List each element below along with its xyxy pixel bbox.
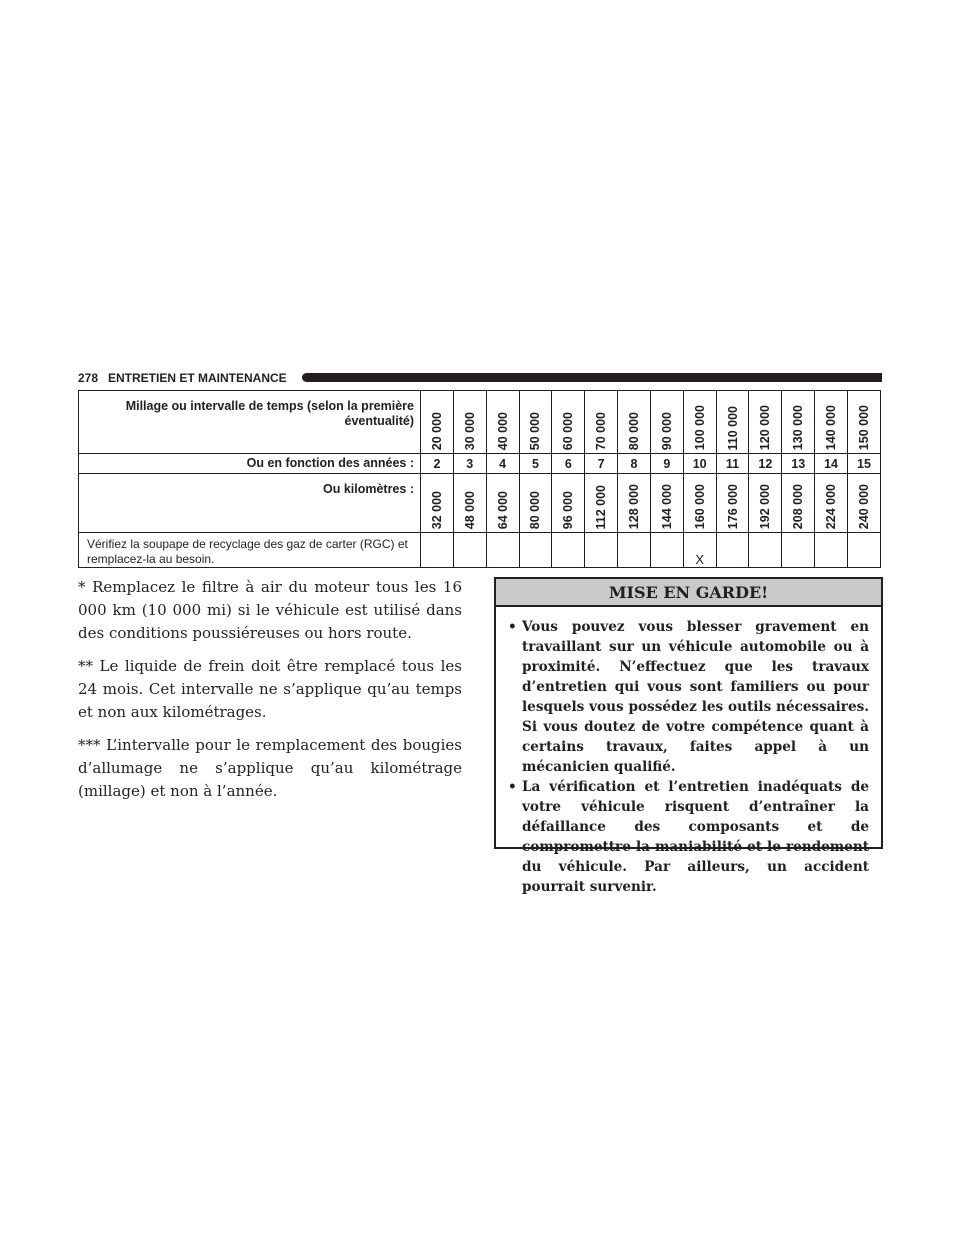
mileage-cell-text: 30 000 — [462, 411, 477, 450]
mileage-cell-text: 120 000 — [758, 404, 773, 450]
warning-list — [496, 607, 881, 897]
km-cell-text: 160 000 — [692, 483, 707, 529]
mileage-cell-text: 150 000 — [856, 404, 871, 450]
task-mark-cell — [618, 533, 651, 568]
years-row — [79, 454, 881, 474]
km-cell — [749, 474, 782, 533]
mileage-cell — [453, 391, 486, 454]
km-cell — [453, 474, 486, 533]
warning-title: MISE EN GARDE! — [496, 579, 881, 607]
year-cell: 10 — [683, 454, 716, 474]
footnotes — [78, 576, 462, 813]
task-mark-cell — [486, 533, 519, 568]
task-mark-cell — [716, 533, 749, 568]
mileage-cell-text: 140 000 — [824, 404, 839, 450]
task-mark-cell — [552, 533, 585, 568]
km-cell — [618, 474, 651, 533]
year-cell: 2 — [421, 454, 454, 474]
km-cell-text: 112 000 — [594, 484, 609, 529]
km-cell — [782, 474, 815, 533]
km-cell-text: 144 000 — [659, 483, 674, 529]
year-cell: 11 — [716, 454, 749, 474]
task-row — [79, 533, 881, 568]
footnote-air-filter: * Remplacez le filtre à air du moteur tous les 16 000 km (10 000 mi) si le véhicule est utilisé dans des conditions poussiéreuses ou hors route. — [78, 578, 462, 642]
footnote-spark-plugs: *** L’intervalle pour le remplacement des bougies d’allumage ne s’applique qu’au kilométrage (millage) et non à l’année. — [78, 736, 462, 800]
task-mark-cell — [782, 533, 815, 568]
task-mark-cell — [749, 533, 782, 568]
task-mark-cell — [847, 533, 880, 568]
km-cell-text: 192 000 — [758, 483, 773, 529]
km-cell — [519, 474, 552, 533]
bullet-icon: • — [508, 779, 517, 795]
km-cell-text: 208 000 — [791, 483, 806, 529]
year-cell: 8 — [618, 454, 651, 474]
mileage-cell-text: 50 000 — [528, 411, 543, 450]
kilometers-label: Ou kilomètres : — [79, 474, 421, 533]
mileage-cell — [585, 391, 618, 454]
year-cell: 12 — [749, 454, 782, 474]
km-cell-text: 240 000 — [856, 483, 871, 529]
km-cell-text: 96 000 — [561, 490, 576, 529]
mileage-cell — [782, 391, 815, 454]
km-cell — [683, 474, 716, 533]
mileage-cell-text: 70 000 — [594, 411, 609, 450]
task-mark-cell: X — [683, 533, 716, 568]
task-mark-cell — [650, 533, 683, 568]
km-cell — [815, 474, 848, 533]
year-cell: 6 — [552, 454, 585, 474]
mileage-cell — [847, 391, 880, 454]
year-cell: 15 — [847, 454, 880, 474]
year-cell: 13 — [782, 454, 815, 474]
mileage-cell — [519, 391, 552, 454]
warning-item — [508, 617, 869, 777]
footnote-brake-fluid: ** Le liquide de frein doit être remplacé tous les 24 mois. Cet intervalle ne s’applique qu’au temps et non aux kilométrages. — [78, 657, 462, 721]
mileage-cell-text: 130 000 — [791, 404, 806, 450]
maintenance-schedule-table — [78, 390, 881, 568]
km-cell — [716, 474, 749, 533]
km-cell-text: 80 000 — [528, 490, 543, 529]
page-header — [78, 371, 882, 385]
page-number: 278 — [78, 371, 99, 385]
warning-box — [494, 577, 883, 895]
km-cell — [847, 474, 880, 533]
mileage-cell — [421, 391, 454, 454]
km-cell — [552, 474, 585, 533]
kilometers-row — [79, 474, 881, 533]
mileage-cell-text: 100 000 — [692, 404, 707, 450]
mileage-cell — [618, 391, 651, 454]
mileage-cell-text: 60 000 — [561, 411, 576, 450]
mileage-cell — [552, 391, 585, 454]
task-mark-cell — [585, 533, 618, 568]
km-cell — [421, 474, 454, 533]
mileage-cell-text: 110 000 — [725, 405, 740, 450]
mileage-cell-text: 80 000 — [626, 411, 641, 450]
mileage-cell — [815, 391, 848, 454]
warning-item-text: La vérification et l’entretien inadéquats de votre véhicule risquent d’entraîner la défaillance des composants et de compromettre la maniabilité et le rendement du véhicule. Par ailleurs, un accident pourrait survenir. — [522, 779, 869, 895]
mileage-cell-text: 90 000 — [659, 411, 674, 450]
mileage-cell — [683, 391, 716, 454]
task-mark-cell — [453, 533, 486, 568]
km-cell-text: 128 000 — [626, 483, 641, 529]
year-cell: 4 — [486, 454, 519, 474]
year-cell: 3 — [453, 454, 486, 474]
task-mark-cell — [519, 533, 552, 568]
task-mark-cell — [815, 533, 848, 568]
year-cell: 7 — [585, 454, 618, 474]
km-cell-text: 48 000 — [462, 490, 477, 529]
task-label: Vérifiez la soupape de recyclage des gaz de carter (RGC) et remplacez-la au besoin. — [79, 533, 421, 568]
km-cell-text: 176 000 — [725, 483, 740, 529]
km-cell — [486, 474, 519, 533]
mileage-cell-text: 40 000 — [495, 411, 510, 450]
km-cell — [650, 474, 683, 533]
bullet-icon: • — [508, 619, 517, 635]
mileage-label: Millage ou intervalle de temps (selon la première éventualité) — [79, 391, 421, 454]
year-cell: 14 — [815, 454, 848, 474]
section-title: ENTRETIEN ET MAINTENANCE — [108, 371, 287, 385]
mileage-cell — [486, 391, 519, 454]
mileage-cell — [650, 391, 683, 454]
mileage-cell — [749, 391, 782, 454]
header-rule — [302, 373, 882, 382]
warning-item-text: Vous pouvez vous blesser gravement en travaillant sur un véhicule automobile ou à proximité. N’effectuez que les travaux d’entretien qui vous sont familiers ou pour lesquels vous possédez les outils nécessaires. Si vous doutez de votre compétence quant à certains travaux, faites appel à un mécanicien qualifié. — [522, 619, 869, 775]
years-label: Ou en fonction des années : — [79, 454, 421, 474]
mileage-cell-text: 20 000 — [429, 411, 444, 450]
km-cell-text: 32 000 — [429, 490, 444, 529]
warning-item — [508, 777, 869, 897]
km-cell — [585, 474, 618, 533]
km-cell-text: 224 000 — [824, 483, 839, 529]
km-cell-text: 64 000 — [495, 490, 510, 529]
task-mark-cell — [421, 533, 454, 568]
mileage-row — [79, 391, 881, 454]
year-cell: 9 — [650, 454, 683, 474]
mileage-cell — [716, 391, 749, 454]
year-cell: 5 — [519, 454, 552, 474]
